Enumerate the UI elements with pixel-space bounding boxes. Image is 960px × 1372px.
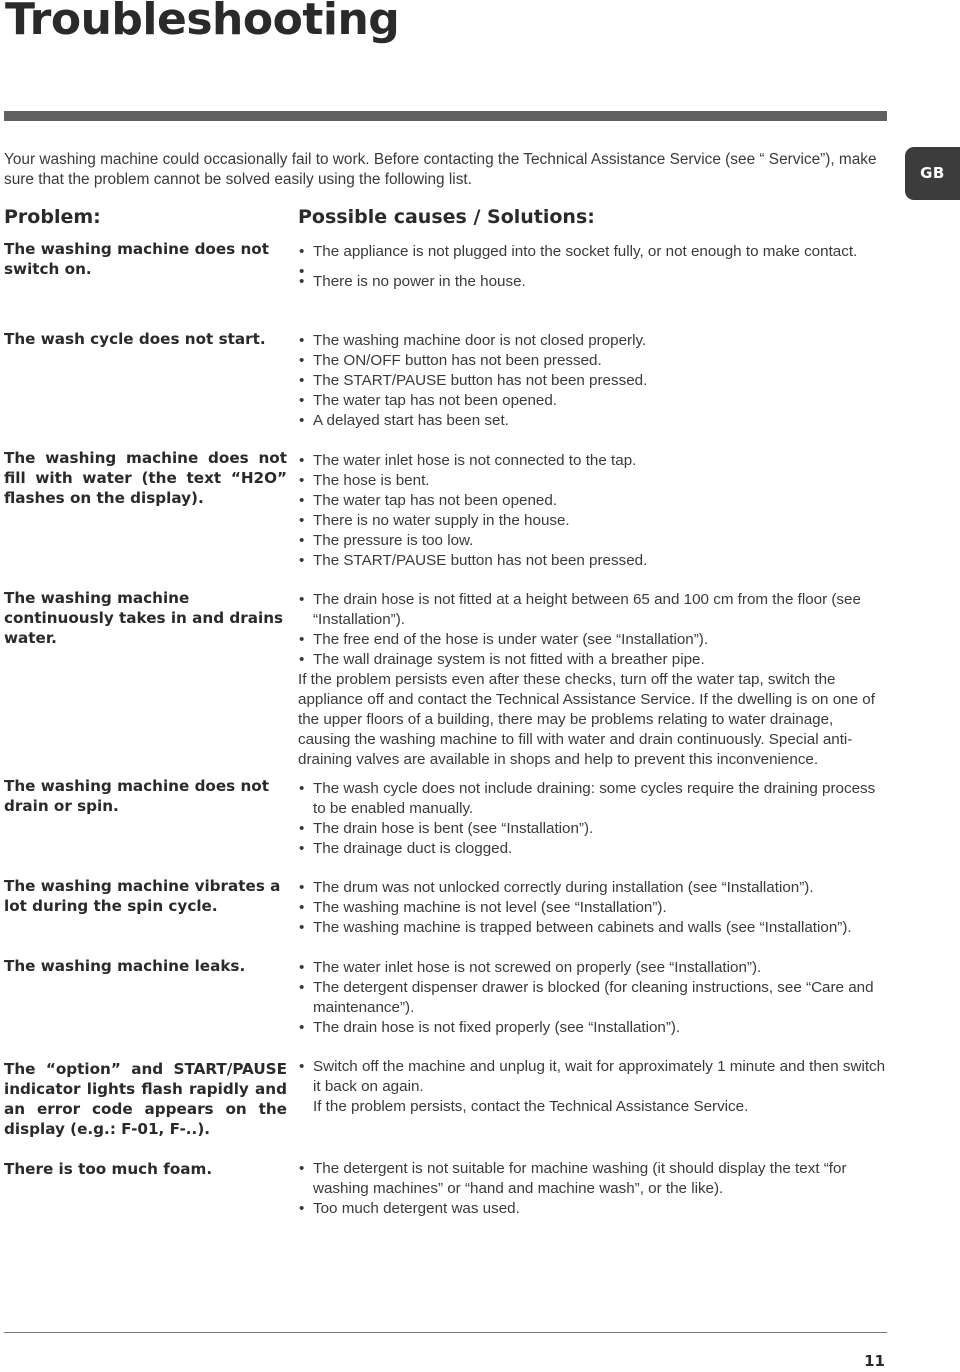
solution-item: • The water tap has not been opened. bbox=[298, 491, 888, 511]
solution-item: • The detergent is not suitable for machine washing (it should display the text “for washing machines” or “hand and machine wash”, or the like). bbox=[298, 1159, 888, 1199]
spacer bbox=[298, 262, 888, 272]
solution-item: • The water inlet hose is not screwed on properly (see “Installation”). bbox=[298, 958, 888, 978]
solutions-error-code bbox=[298, 1057, 888, 1117]
page-title: Troubleshooting bbox=[5, 0, 400, 45]
solution-note: If the problem persists even after these checks, turn off the water tap, switch the appliance off and contact the Technical Assistance Service. If the dwelling is on one of the upper floors of a building, there may be problems relating to water drainage, causing the washing machine to fill with water and drain continuously. Special anti-draining valves are available in shops and help to prevent this inconvenience. bbox=[298, 671, 875, 768]
problem-cycle-not-start: The wash cycle does not start. bbox=[4, 330, 266, 348]
solution-item: • The pressure is too low. bbox=[298, 531, 888, 551]
solution-item: • The drain hose is not fitted at a height between 65 and 100 cm from the floor (see “Installation”). bbox=[298, 590, 888, 630]
solution-item: • The water tap has not been opened. bbox=[298, 391, 888, 411]
solution-item: • A delayed start has been set. bbox=[298, 411, 888, 431]
solutions-no-fill bbox=[298, 451, 888, 571]
footer-divider bbox=[4, 1332, 887, 1333]
solution-item: • The drain hose is bent (see “Installation”). bbox=[298, 819, 888, 839]
causes-column-heading: Possible causes / Solutions: bbox=[298, 206, 595, 228]
solutions-no-drain-spin bbox=[298, 779, 888, 859]
solution-item: • The washing machine is not level (see “Installation”). bbox=[298, 898, 888, 918]
problem-leaks: The washing machine leaks. bbox=[4, 957, 246, 975]
solution-item: • There is no water supply in the house. bbox=[298, 511, 888, 531]
solution-item: • Too much detergent was used. bbox=[298, 1199, 888, 1219]
solutions-leaks bbox=[298, 958, 888, 1038]
solutions-no-switch-on bbox=[298, 242, 888, 292]
problem-continuous-drain: The washing machine continuously takes in and drains water. bbox=[4, 589, 284, 647]
solution-item: • The appliance is not plugged into the socket fully, or not enough to make contact. bbox=[298, 242, 888, 262]
solution-item: • The drainage duct is clogged. bbox=[298, 839, 888, 859]
problem-error-code: The “option” and START/PAUSE indicator lights flash rapidly and an error code appears on the display (e.g.: F-01, F-..). bbox=[4, 1060, 287, 1138]
page-number: 11 bbox=[864, 1352, 885, 1370]
solution-item: • Switch off the machine and unplug it, wait for approximately 1 minute and then switch it back on again. bbox=[298, 1057, 888, 1097]
solution-item: • The washing machine is trapped between cabinets and walls (see “Installation”). bbox=[298, 918, 888, 938]
solution-item: • The free end of the hose is under water (see “Installation”). bbox=[298, 630, 888, 650]
solution-item: • The washing machine door is not closed properly. bbox=[298, 331, 888, 351]
solutions-vibrates bbox=[298, 878, 888, 938]
solution-item: • The detergent dispenser drawer is blocked (for cleaning instructions, see “Care and maintenance”). bbox=[298, 978, 888, 1018]
solution-item: • The START/PAUSE button has not been pressed. bbox=[298, 371, 888, 391]
problem-too-much-foam: There is too much foam. bbox=[4, 1160, 213, 1178]
problem-no-drain-spin: The washing machine does not drain or spin. bbox=[4, 777, 270, 815]
solutions-cycle-not-start bbox=[298, 331, 888, 431]
problem-column-heading: Problem: bbox=[4, 206, 101, 228]
solution-item: • The ON/OFF button has not been pressed. bbox=[298, 351, 888, 371]
language-tab-gb: GB bbox=[905, 147, 960, 200]
solution-subnote: If the problem persists, contact the Technical Assistance Service. bbox=[313, 1098, 749, 1115]
solution-item: • The drain hose is not fixed properly (see “Installation”). bbox=[298, 1018, 888, 1038]
solution-item: • The hose is bent. bbox=[298, 471, 888, 491]
solution-item: • The drum was not unlocked correctly during installation (see “Installation”). bbox=[298, 878, 888, 898]
solution-item: • The wash cycle does not include draining: some cycles require the draining process to be enabled manually. bbox=[298, 779, 888, 819]
solution-item: • The water inlet hose is not connected to the tap. bbox=[298, 451, 888, 471]
problem-no-switch-on: The washing machine does not switch on. bbox=[4, 240, 270, 278]
solution-item: • The START/PAUSE button has not been pressed. bbox=[298, 551, 888, 571]
problem-vibrates: The washing machine vibrates a lot during the spin cycle. bbox=[4, 877, 281, 915]
problem-no-fill: The washing machine does not fill with water (the text “H2O” flashes on the display). bbox=[4, 449, 287, 507]
solutions-too-much-foam bbox=[298, 1159, 888, 1219]
solution-item: • The wall drainage system is not fitted with a breather pipe. bbox=[298, 650, 888, 670]
solution-item: • There is no power in the house. bbox=[298, 272, 888, 292]
intro-text: Your washing machine could occasionally fail to work. Before contacting the Technical Assistance Service (see “ Service”), make sure that the problem cannot be solved easily using the following list. bbox=[4, 151, 877, 188]
solutions-continuous-drain bbox=[298, 590, 888, 770]
title-divider-bar bbox=[4, 111, 887, 121]
